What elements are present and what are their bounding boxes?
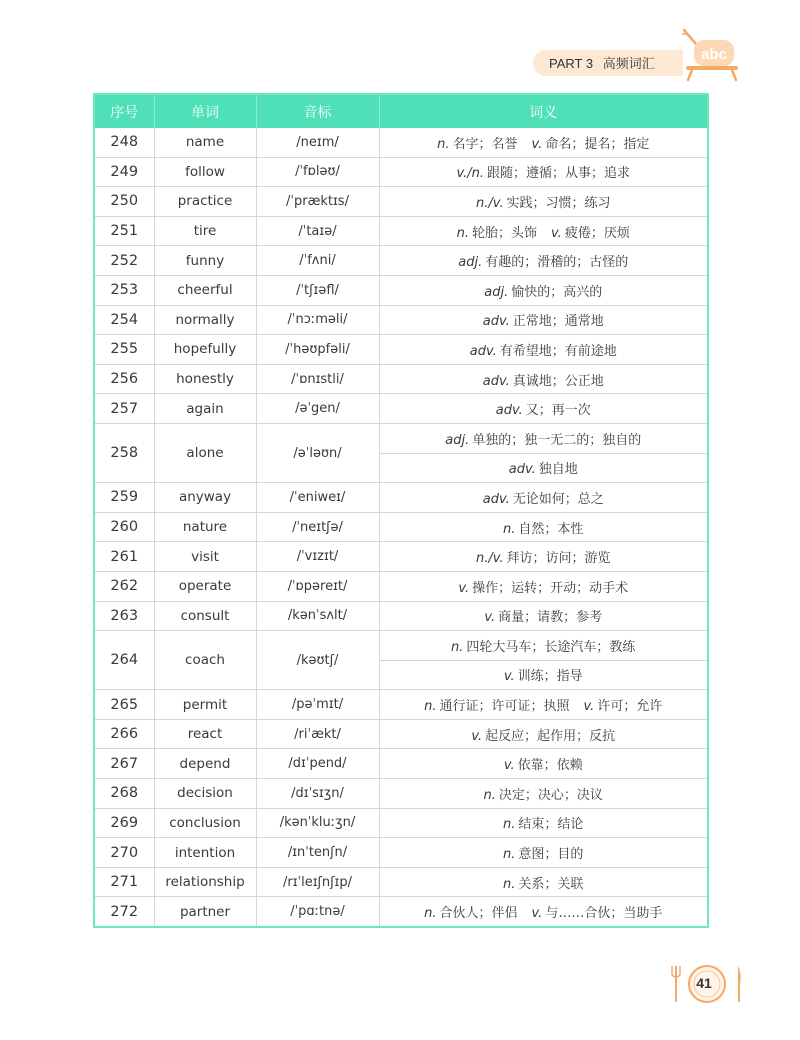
row-word: normally	[154, 305, 256, 335]
row-phonetic: /ˈɒnɪstli/	[256, 364, 379, 394]
row-number: 270	[94, 838, 154, 868]
row-word: react	[154, 719, 256, 749]
row-phonetic: /ˈhəʊpfəli/	[256, 335, 379, 365]
section-title: 高频词汇	[602, 56, 655, 71]
row-phonetic: /ˈneɪtʃə/	[256, 512, 379, 542]
row-meaning	[379, 690, 708, 720]
table-row	[94, 246, 708, 276]
definition-text: 疲倦；厌烦	[564, 225, 630, 241]
definition-text: 有希望地；有前途地	[499, 343, 617, 359]
row-meaning	[379, 246, 708, 276]
fork-icon	[672, 966, 680, 1002]
part-of-speech: n.	[483, 787, 496, 803]
row-meaning	[379, 483, 708, 513]
row-number: 249	[94, 157, 154, 187]
part-of-speech: v.	[503, 669, 515, 685]
row-meaning	[379, 364, 708, 394]
row-number: 256	[94, 364, 154, 394]
table-row	[94, 690, 708, 720]
row-meaning	[379, 335, 708, 365]
row-phonetic: /kəʊtʃ/	[256, 631, 379, 690]
row-phonetic: /kənˈkluːʒn/	[256, 808, 379, 838]
row-meaning	[379, 749, 708, 779]
part-of-speech: n.	[456, 225, 470, 241]
row-meaning	[379, 779, 708, 809]
section-header	[549, 53, 655, 72]
row-meaning	[379, 157, 708, 187]
table-row	[94, 216, 708, 246]
row-word: operate	[154, 571, 256, 601]
row-number: 266	[94, 719, 154, 749]
part-of-speech: n.	[503, 847, 516, 863]
row-phonetic: /neɪm/	[256, 128, 379, 157]
row-number: 263	[94, 601, 154, 631]
definition-text: 独自地	[538, 462, 578, 478]
part-of-speech: n.	[424, 699, 437, 715]
row-phonetic: /riˈækt/	[256, 719, 379, 749]
row-word: hopefully	[154, 335, 256, 365]
definition-text: 又；再一次	[525, 403, 591, 419]
definition-text: 命名；提名；指定	[545, 136, 650, 152]
part-of-speech: n.	[451, 639, 464, 655]
part-of-speech: v.	[583, 699, 595, 715]
row-word: again	[154, 394, 256, 424]
row-number: 271	[94, 867, 154, 897]
definition-text: 名字；名誉	[452, 136, 518, 152]
definition-text: 训练；指导	[517, 669, 583, 685]
row-number: 268	[94, 779, 154, 809]
row-meaning	[379, 897, 708, 927]
row-word: practice	[154, 187, 256, 217]
vocabulary-table	[93, 93, 709, 928]
row-meaning	[379, 128, 708, 157]
part-of-speech: v.	[471, 728, 483, 744]
part-of-speech: adj.	[445, 432, 470, 448]
row-phonetic: /ˈpræktɪs/	[256, 187, 379, 217]
definition-text: 拜访；访问；游览	[506, 551, 611, 567]
part-of-speech: v.	[458, 580, 470, 596]
table-row	[94, 157, 708, 187]
part-of-speech: adv.	[482, 373, 510, 389]
row-number: 255	[94, 335, 154, 365]
part-of-speech: v.	[531, 136, 543, 152]
table-row	[94, 631, 708, 661]
part-of-speech: v.	[503, 758, 515, 774]
row-phonetic: /ˈɒpəreɪt/	[256, 571, 379, 601]
definition-text: 与……合伙；当助手	[545, 906, 663, 922]
row-phonetic: /dɪˈpend/	[256, 749, 379, 779]
table-row	[94, 571, 708, 601]
definition-text: 通行证；许可证；执照	[439, 699, 570, 715]
part-of-speech: n.	[503, 521, 516, 537]
table-row	[94, 749, 708, 779]
table-row	[94, 275, 708, 305]
row-meaning	[379, 838, 708, 868]
row-word: coach	[154, 631, 256, 690]
row-word: intention	[154, 838, 256, 868]
row-phonetic: /ˈeniweɪ/	[256, 483, 379, 513]
row-word: tire	[154, 216, 256, 246]
part-of-speech: n.	[437, 136, 450, 152]
part-of-speech: adj.	[458, 255, 483, 271]
row-meaning	[379, 867, 708, 897]
row-meaning	[379, 394, 708, 424]
table-row	[94, 364, 708, 394]
table-body	[94, 128, 708, 927]
row-number: 265	[94, 690, 154, 720]
row-word: depend	[154, 749, 256, 779]
table-row	[94, 512, 708, 542]
row-phonetic: /dɪˈsɪʒn/	[256, 779, 379, 809]
row-word: funny	[154, 246, 256, 276]
table-row	[94, 779, 708, 809]
row-phonetic: /ˈtaɪə/	[256, 216, 379, 246]
row-word: conclusion	[154, 808, 256, 838]
definition-text: 真诚地；公正地	[512, 373, 604, 389]
row-meaning	[379, 512, 708, 542]
table-row	[94, 423, 708, 453]
row-phonetic: /əˈləʊn/	[256, 423, 379, 482]
row-word: visit	[154, 542, 256, 572]
row-meaning	[379, 808, 708, 838]
row-number: 253	[94, 275, 154, 305]
row-word: nature	[154, 512, 256, 542]
table-row	[94, 601, 708, 631]
row-phonetic: /ˈpɑːtnə/	[256, 897, 379, 927]
page-number: 41	[696, 975, 712, 991]
definition-text: 关系；关联	[518, 876, 584, 892]
row-phonetic: /pəˈmɪt/	[256, 690, 379, 720]
table-row	[94, 719, 708, 749]
definition-text: 意图；目的	[518, 847, 584, 863]
row-meaning	[379, 542, 708, 572]
definition-text: 自然；本性	[518, 521, 584, 537]
row-phonetic: /ˈtʃɪəfl/	[256, 275, 379, 305]
part-of-speech: adv.	[482, 491, 510, 507]
row-number: 248	[94, 128, 154, 157]
row-word: consult	[154, 601, 256, 631]
table-row	[94, 187, 708, 217]
part-of-speech: v./n.	[456, 166, 484, 182]
row-meaning	[379, 187, 708, 217]
definition-text: 结束；结论	[518, 817, 584, 833]
row-meaning	[379, 660, 708, 690]
table-row	[94, 542, 708, 572]
column-header-meaning: 词义	[379, 94, 708, 128]
row-meaning	[379, 631, 708, 661]
row-number: 254	[94, 305, 154, 335]
row-number: 264	[94, 631, 154, 690]
row-number: 261	[94, 542, 154, 572]
row-word: cheerful	[154, 275, 256, 305]
part-of-speech: n.	[503, 817, 516, 833]
table-row	[94, 335, 708, 365]
row-meaning	[379, 275, 708, 305]
row-meaning	[379, 216, 708, 246]
part-of-speech: n./v.	[475, 195, 504, 211]
row-number: 258	[94, 423, 154, 482]
definition-text: 合伙人；伴侣	[439, 906, 518, 922]
row-word: partner	[154, 897, 256, 927]
row-meaning	[379, 453, 708, 483]
table-row	[94, 483, 708, 513]
table-header-row	[94, 94, 708, 128]
row-word: name	[154, 128, 256, 157]
column-header-phonetic: 音标	[256, 94, 379, 128]
row-phonetic: /ˈvɪzɪt/	[256, 542, 379, 572]
row-number: 262	[94, 571, 154, 601]
abc-logo-icon	[672, 26, 742, 82]
column-header-number: 序号	[94, 94, 154, 128]
row-number: 267	[94, 749, 154, 779]
definition-text: 起反应；起作用；反抗	[485, 728, 616, 744]
definition-text: 商量；请教；参考	[498, 610, 603, 626]
definition-text: 正常地；通常地	[512, 314, 604, 330]
table-row	[94, 867, 708, 897]
row-number: 250	[94, 187, 154, 217]
row-meaning	[379, 601, 708, 631]
table-row	[94, 897, 708, 927]
row-phonetic: /ˈnɔːməli/	[256, 305, 379, 335]
row-phonetic: /rɪˈleɪʃnʃɪp/	[256, 867, 379, 897]
part-of-speech: adv.	[495, 403, 523, 419]
row-number: 252	[94, 246, 154, 276]
definition-text: 许可；允许	[597, 699, 663, 715]
row-phonetic: /əˈgen/	[256, 394, 379, 424]
row-word: decision	[154, 779, 256, 809]
row-phonetic: /ɪnˈtenʃn/	[256, 838, 379, 868]
section-part-label: PART 3	[549, 56, 594, 71]
table-row	[94, 305, 708, 335]
definition-text: 单独的；独一无二的；独自的	[472, 432, 642, 448]
definition-text: 依靠；依赖	[517, 758, 583, 774]
part-of-speech: adj.	[484, 284, 509, 300]
row-phonetic: /ˈfʌni/	[256, 246, 379, 276]
table-row	[94, 808, 708, 838]
row-phonetic: /kənˈsʌlt/	[256, 601, 379, 631]
row-phonetic: /ˈfɒləʊ/	[256, 157, 379, 187]
table-row	[94, 394, 708, 424]
part-of-speech: adv.	[482, 314, 510, 330]
part-of-speech: v.	[551, 225, 562, 241]
definition-text: 跟随；遵循；从事；追求	[487, 166, 631, 182]
logo-text: abc	[701, 46, 727, 63]
definition-text: 决定；决心；决议	[498, 787, 603, 803]
row-number: 257	[94, 394, 154, 424]
row-word: permit	[154, 690, 256, 720]
row-meaning	[379, 571, 708, 601]
row-word: follow	[154, 157, 256, 187]
table-row	[94, 838, 708, 868]
table-row	[94, 128, 708, 157]
row-word: anyway	[154, 483, 256, 513]
row-word: relationship	[154, 867, 256, 897]
knife-icon	[738, 966, 741, 1002]
column-header-word: 单词	[154, 94, 256, 128]
part-of-speech: n.	[424, 906, 437, 922]
part-of-speech: adv.	[508, 462, 536, 478]
row-word: honestly	[154, 364, 256, 394]
row-number: 251	[94, 216, 154, 246]
part-of-speech: n.	[503, 876, 516, 892]
part-of-speech: n./v.	[475, 551, 504, 567]
part-of-speech: adv.	[469, 343, 497, 359]
definition-text: 有趣的；滑稽的；古怪的	[485, 255, 629, 271]
definition-text: 四轮大马车；长途汽车；教练	[466, 639, 636, 655]
row-meaning	[379, 305, 708, 335]
row-meaning	[379, 423, 708, 453]
part-of-speech: v.	[484, 610, 496, 626]
row-number: 260	[94, 512, 154, 542]
definition-text: 轮胎；头饰	[472, 225, 538, 241]
definition-text: 实践；习惯；练习	[506, 195, 611, 211]
row-number: 259	[94, 483, 154, 513]
definition-text: 无论如何；总之	[512, 491, 604, 507]
row-number: 272	[94, 897, 154, 927]
definition-text: 愉快的；高兴的	[511, 284, 603, 300]
definition-text: 操作；运转；开动；动手术	[472, 580, 629, 596]
part-of-speech: v.	[531, 906, 543, 922]
row-number: 269	[94, 808, 154, 838]
row-word: alone	[154, 423, 256, 482]
row-meaning	[379, 719, 708, 749]
